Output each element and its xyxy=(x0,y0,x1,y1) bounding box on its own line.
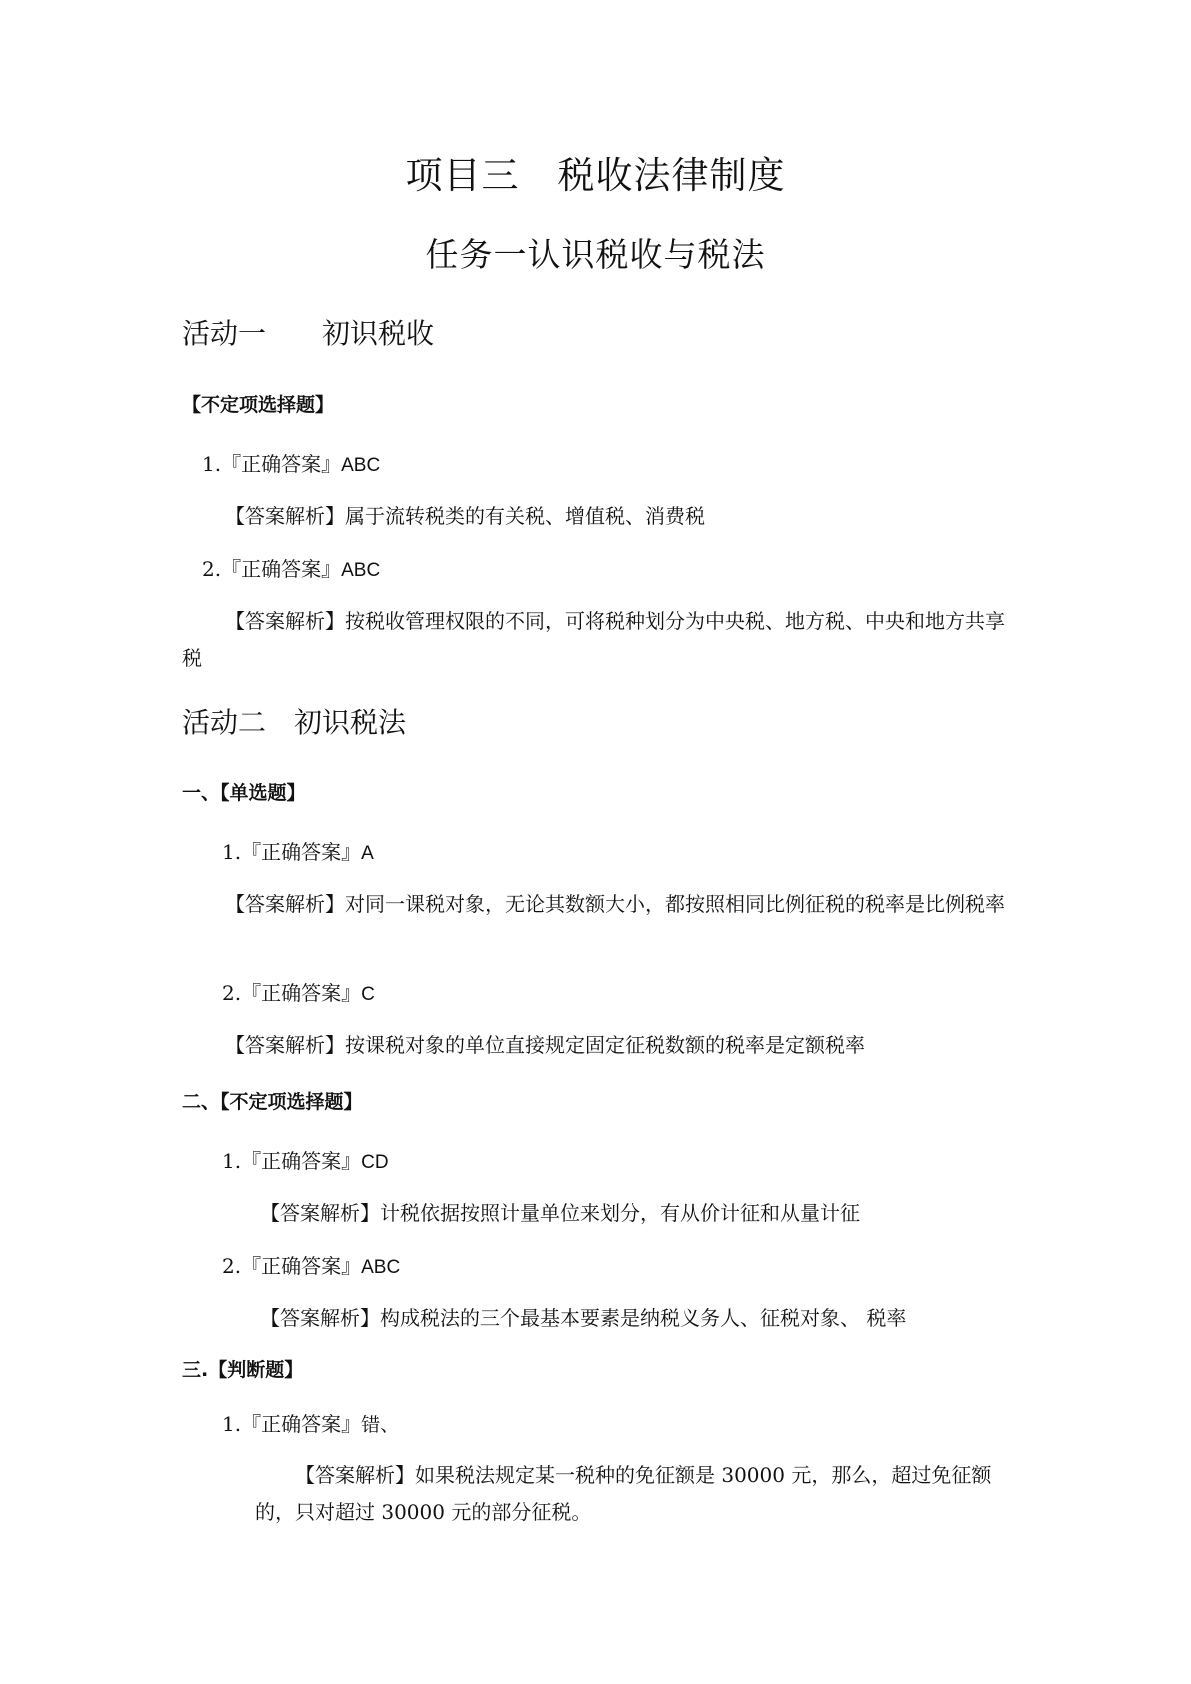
answer-label: 2.『正确答案』 xyxy=(222,1254,362,1278)
activity-2-s1-analysis-2: 【答案解析】按课税对象的单位直接规定固定征税数额的税率是定额税率 xyxy=(225,1033,865,1057)
answer-label: 1.『正确答案』 xyxy=(222,840,362,864)
activity-1-heading: 活动一 初识税收 xyxy=(182,317,435,350)
activity-2-heading: 活动二 初识税法 xyxy=(182,706,407,739)
answer-label: 1.『正确答案』 xyxy=(222,1412,362,1436)
activity-2-s3-analysis-1: 【答案解析】如果税法规定某一税种的免征额是 30000 元，那么，超过免征额的，只对超过 30000 元的部分征税。 xyxy=(255,1463,992,1524)
answer-label: 2.『正确答案』 xyxy=(222,981,362,1005)
activity-2-s1-answer-1 xyxy=(222,842,374,863)
activity-2-section-3-label: 三.【判断题】 xyxy=(182,1359,304,1381)
answer-value: C xyxy=(361,984,375,1005)
answer-value: A xyxy=(361,843,374,864)
activity-2-s1-analysis-1: 【答案解析】对同一课税对象，无论其数额大小，都按照相同比例征税的税率是比例税率 xyxy=(225,892,1005,916)
activity-2-s1-answer-2 xyxy=(222,983,375,1004)
answer-label: 1.『正确答案』 xyxy=(202,452,342,476)
document-title: 项目三 税收法律制度 xyxy=(405,154,786,197)
answer-value: ABC xyxy=(361,1257,401,1278)
activity-2-s2-answer-2 xyxy=(222,1256,400,1277)
answer-label: 1.『正确答案』 xyxy=(222,1149,362,1173)
activity-1-answer-2 xyxy=(202,559,380,580)
answer-value: CD xyxy=(361,1152,389,1173)
activity-2-s2-answer-1 xyxy=(222,1151,389,1172)
activity-2-s3-answer-1 xyxy=(222,1414,399,1435)
answer-value: 错、 xyxy=(361,1415,400,1436)
document-subtitle: 任务一认识税收与税法 xyxy=(425,235,766,274)
activity-2-section-1-label: 一、【单选题】 xyxy=(182,782,306,804)
activity-1-analysis-2: 【答案解析】按税收管理权限的不同，可将税种划分为中央税、地方税、中央和地方共享税 xyxy=(182,609,1005,670)
activity-1-section-label: 【不定项选择题】 xyxy=(182,394,335,416)
answer-value: ABC xyxy=(341,455,381,476)
activity-2-s2-analysis-1: 【答案解析】计税依据按照计量单位来划分，有从价计征和从量计征 xyxy=(260,1201,860,1225)
activity-2-section-2-label: 二、【不定项选择题】 xyxy=(182,1091,363,1113)
answer-label: 2.『正确答案』 xyxy=(202,557,342,581)
activity-2-s2-analysis-2: 【答案解析】构成税法的三个最基本要素是纳税义务人、征税对象、 税率 xyxy=(260,1306,907,1330)
activity-1-answer-1 xyxy=(202,454,380,475)
activity-1-analysis-1: 【答案解析】属于流转税类的有关税、增值税、消费税 xyxy=(225,504,705,528)
answer-value: ABC xyxy=(341,560,381,581)
